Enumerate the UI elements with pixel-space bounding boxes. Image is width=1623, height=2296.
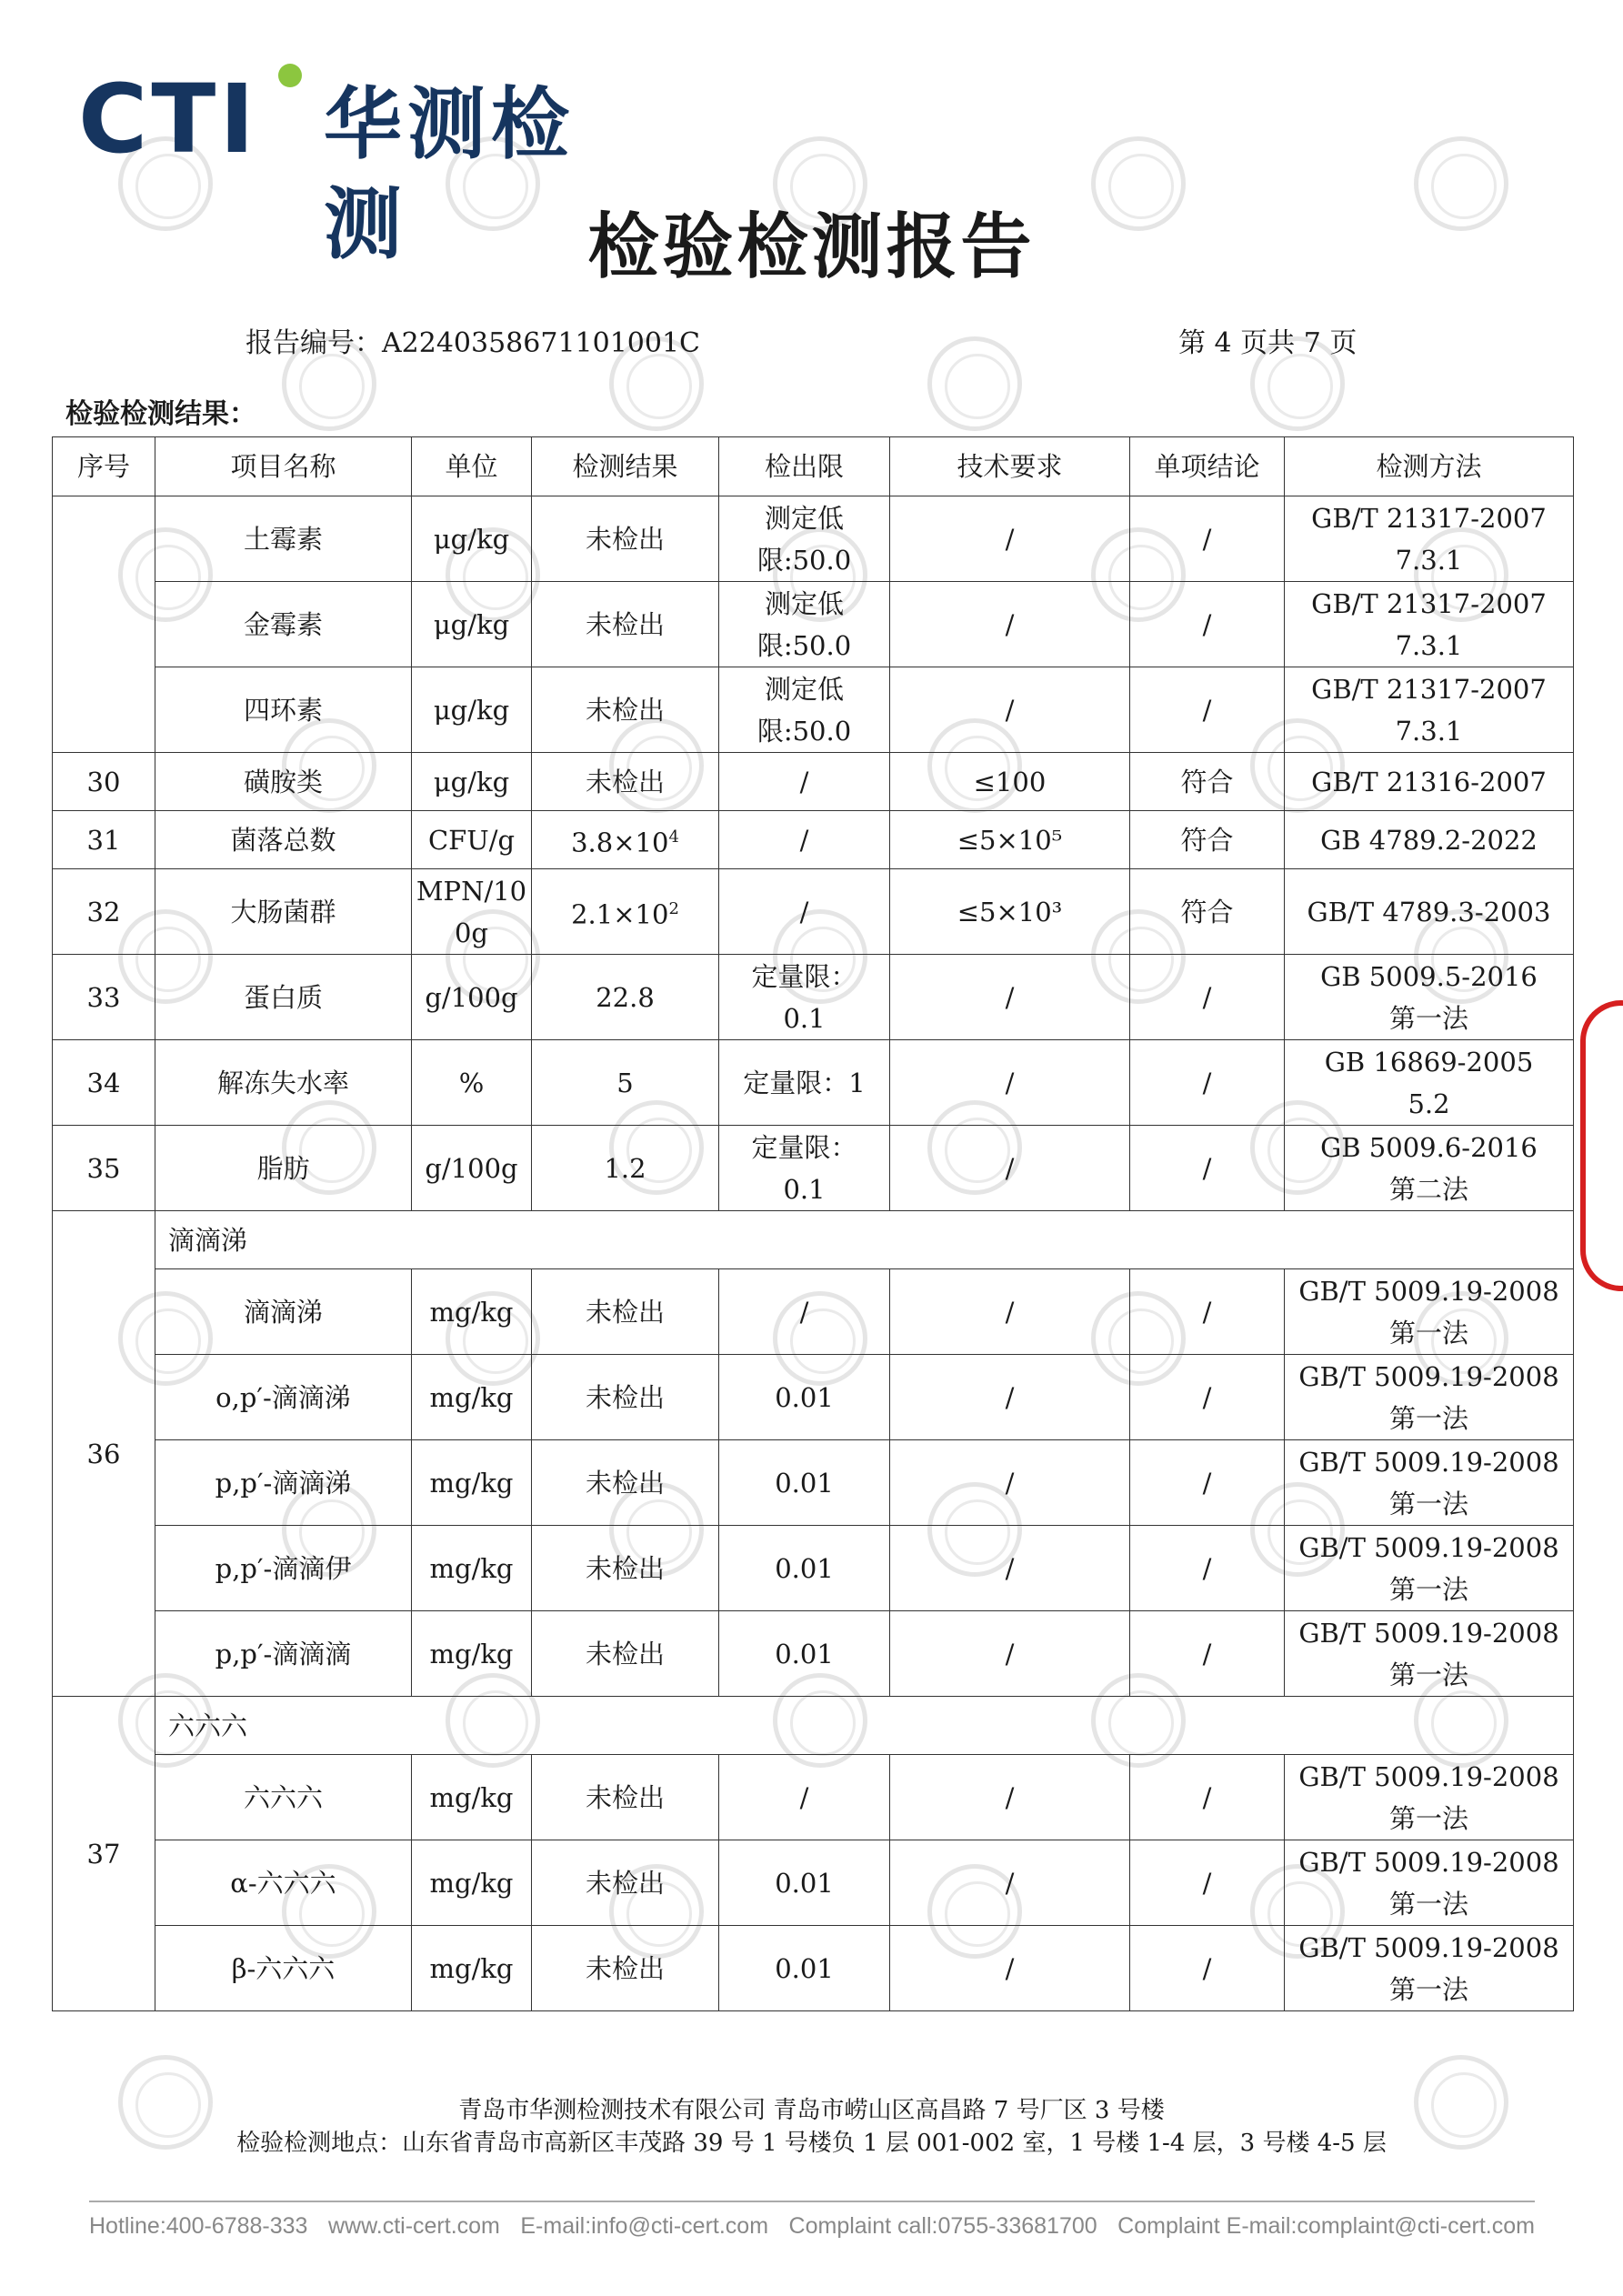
result-base: 2.1×10	[571, 898, 669, 930]
requirement-cell: /	[890, 1269, 1130, 1355]
method-line: GB/T 5009.19-2008	[1298, 1760, 1559, 1792]
method-line: 第一法	[1388, 1973, 1468, 2005]
method-line: 第一法	[1388, 1802, 1468, 1834]
requirement-cell: /	[890, 1926, 1130, 2011]
requirement-cell: ≤5×10³	[890, 869, 1130, 955]
unit-cell: μg/kg	[412, 496, 532, 582]
method-line: GB/T 5009.19-2008	[1298, 1446, 1559, 1478]
item-name: p,p′-滴滴涕	[155, 1440, 412, 1526]
limit-cell	[719, 1126, 890, 1211]
requirement-cell: /	[890, 1440, 1130, 1526]
unit-cell: mg/kg	[412, 1840, 532, 1926]
conclusion-cell: 符合	[1130, 811, 1285, 869]
logo-text: CTI	[78, 64, 258, 175]
result-exponent: 4	[668, 827, 679, 847]
seq-cell: 35	[53, 1126, 155, 1211]
conclusion-cell: /	[1130, 1611, 1285, 1697]
method-cell	[1285, 955, 1574, 1040]
table-row	[53, 753, 1574, 811]
group-title: 六六六	[155, 1697, 1574, 1755]
result-cell	[532, 869, 719, 955]
result-cell: 22.8	[532, 955, 719, 1040]
conclusion-cell: /	[1130, 667, 1285, 753]
conclusion-cell: /	[1130, 1840, 1285, 1926]
item-name: 四环素	[155, 667, 412, 753]
method-line: 第二法	[1388, 1173, 1468, 1205]
limit-cell: 0.01	[719, 1611, 890, 1697]
item-name: 金霉素	[155, 582, 412, 667]
item-name: 土霉素	[155, 496, 412, 582]
method-line: GB 16869-2005	[1324, 1046, 1534, 1078]
method-cell	[1285, 1840, 1574, 1926]
unit-cell: mg/kg	[412, 1355, 532, 1440]
result-cell: 未检出	[532, 1269, 719, 1355]
method-line: GB/T 5009.19-2008	[1298, 1846, 1559, 1878]
requirement-cell: /	[890, 1755, 1130, 1840]
limit-line: 0.1	[783, 1173, 826, 1205]
method-line: GB/T 5009.19-2008	[1298, 1360, 1559, 1392]
table-header-row	[53, 437, 1574, 496]
table-row	[53, 1440, 1574, 1526]
requirement-cell: /	[890, 1526, 1130, 1611]
method-line: 5.2	[1408, 1088, 1450, 1119]
method-cell	[1285, 1355, 1574, 1440]
email-link[interactable]: E-mail:info@cti-cert.com	[520, 2213, 769, 2239]
method-cell	[1285, 1755, 1574, 1840]
method-line: 第一法	[1388, 1659, 1468, 1690]
method-line: GB 5009.6-2016	[1320, 1131, 1538, 1163]
section-label: 检验检测结果：	[65, 398, 256, 430]
method-cell	[1285, 496, 1574, 582]
item-name: p,p′-滴滴伊	[155, 1526, 412, 1611]
footer-contact-bar	[89, 2208, 1535, 2244]
method-line: GB/T 5009.19-2008	[1298, 1931, 1559, 1963]
result-cell: 未检出	[532, 1840, 719, 1926]
result-cell: 未检出	[532, 1926, 719, 2011]
limit-line: 限:50.0	[756, 544, 852, 576]
result-base: 3.8×10	[571, 827, 669, 858]
complaint-email-link[interactable]: Complaint E-mail:complaint@cti-cert.com	[1117, 2213, 1535, 2239]
method-cell: GB/T 21316-2007	[1285, 753, 1574, 811]
requirement-cell: /	[890, 667, 1130, 753]
results-table	[52, 436, 1574, 2011]
item-name: 六六六	[155, 1755, 412, 1840]
conclusion-cell: /	[1130, 496, 1285, 582]
limit-line: 定量限：	[751, 1131, 857, 1163]
conclusion-cell: /	[1130, 1755, 1285, 1840]
limit-cell: /	[719, 753, 890, 811]
unit-cell: mg/kg	[412, 1755, 532, 1840]
limit-cell: /	[719, 869, 890, 955]
conclusion-cell: /	[1130, 955, 1285, 1040]
method-line: 7.3.1	[1395, 544, 1463, 576]
unit-cell: mg/kg	[412, 1926, 532, 2011]
unit-cell: mg/kg	[412, 1611, 532, 1697]
item-name: β-六六六	[155, 1926, 412, 2011]
item-name: 解冻失水率	[155, 1040, 412, 1126]
header-unit: 单位	[412, 437, 532, 496]
result-cell: 未检出	[532, 582, 719, 667]
method-line: GB/T 5009.19-2008	[1298, 1531, 1559, 1563]
limit-cell: 定量限：1	[719, 1040, 890, 1126]
unit-cell: mg/kg	[412, 1526, 532, 1611]
seq-cell: 33	[53, 955, 155, 1040]
limit-cell	[719, 496, 890, 582]
seq-cell	[53, 496, 155, 753]
limit-cell: 0.01	[719, 1355, 890, 1440]
logo-dot-icon	[278, 64, 302, 87]
unit-cell: mg/kg	[412, 1269, 532, 1355]
unit-cell	[412, 869, 532, 955]
conclusion-cell: /	[1130, 1355, 1285, 1440]
unit-cell: CFU/g	[412, 811, 532, 869]
group-title-row	[53, 1211, 1574, 1269]
result-cell: 1.2	[532, 1126, 719, 1211]
item-name: 大肠菌群	[155, 869, 412, 955]
unit-cell: μg/kg	[412, 582, 532, 667]
result-cell: 未检出	[532, 667, 719, 753]
footer-address: 检验检测地点：山东省青岛市高新区丰茂路 39 号 1 号楼负 1 层 001-002 室，1 号楼 1-4 层，3 号楼 4-5 层	[236, 2130, 1387, 2157]
table-row	[53, 1040, 1574, 1126]
seq-cell: 31	[53, 811, 155, 869]
header-conclusion: 单项结论	[1130, 437, 1285, 496]
limit-cell: 0.01	[719, 1526, 890, 1611]
conclusion-cell: /	[1130, 582, 1285, 667]
conclusion-cell: 符合	[1130, 869, 1285, 955]
hotline-text: Hotline:400-6788-333	[89, 2213, 308, 2239]
watermark-icon	[927, 336, 1022, 431]
method-line: GB 5009.5-2016	[1320, 960, 1538, 992]
seq-cell: 32	[53, 869, 155, 955]
limit-line: 测定低	[764, 673, 844, 705]
header-limit: 检出限	[719, 437, 890, 496]
report-title: 检验检测报告	[587, 206, 1036, 288]
seq-cell: 36	[53, 1211, 155, 1697]
table-row	[53, 1526, 1574, 1611]
item-name: 脂肪	[155, 1126, 412, 1211]
method-cell	[1285, 1126, 1574, 1211]
method-line: GB/T 21317-2007	[1311, 673, 1547, 705]
seq-cell: 37	[53, 1697, 155, 2011]
result-cell	[532, 811, 719, 869]
table-row	[53, 1611, 1574, 1697]
method-line: 7.3.1	[1395, 629, 1463, 661]
result-cell: 未检出	[532, 1440, 719, 1526]
limit-line: 限:50.0	[756, 715, 852, 747]
table-row	[53, 1755, 1574, 1840]
item-name: 磺胺类	[155, 753, 412, 811]
conclusion-cell: /	[1130, 1926, 1285, 2011]
conclusion-cell: 符合	[1130, 753, 1285, 811]
result-cell: 未检出	[532, 496, 719, 582]
requirement-cell: /	[890, 1355, 1130, 1440]
footer-divider	[89, 2201, 1535, 2202]
result-cell: 未检出	[532, 753, 719, 811]
unit-cell: μg/kg	[412, 667, 532, 753]
requirement-cell: /	[890, 955, 1130, 1040]
item-name: p,p′-滴滴滴	[155, 1611, 412, 1697]
logo-chinese-name: 华测检测	[324, 79, 575, 270]
header-seq: 序号	[53, 437, 155, 496]
table-row	[53, 1355, 1574, 1440]
seq-cell: 30	[53, 753, 155, 811]
limit-cell	[719, 955, 890, 1040]
limit-cell: /	[719, 1755, 890, 1840]
table-row	[53, 869, 1574, 955]
group-title: 滴滴涕	[155, 1211, 1574, 1269]
limit-cell	[719, 667, 890, 753]
method-line: GB/T 21317-2007	[1311, 502, 1547, 534]
method-cell	[1285, 1526, 1574, 1611]
header-item-name: 项目名称	[155, 437, 412, 496]
requirement-cell: /	[890, 1040, 1130, 1126]
requirement-cell: /	[890, 496, 1130, 582]
requirement-cell: ≤100	[890, 753, 1130, 811]
header-result: 检测结果	[532, 437, 719, 496]
method-cell	[1285, 667, 1574, 753]
requirement-cell: /	[890, 1126, 1130, 1211]
method-line: GB/T 21317-2007	[1311, 587, 1547, 619]
method-cell: GB/T 4789.3-2003	[1285, 869, 1574, 955]
unit-cell: mg/kg	[412, 1440, 532, 1526]
limit-line: 定量限：	[751, 960, 857, 992]
result-cell: 未检出	[532, 1526, 719, 1611]
table-row	[53, 496, 1574, 582]
method-cell	[1285, 1440, 1574, 1526]
result-cell: 未检出	[532, 1611, 719, 1697]
report-number: 报告编号：A2240358671101001C	[245, 327, 701, 359]
conclusion-cell: /	[1130, 1269, 1285, 1355]
limit-line: 限:50.0	[756, 629, 852, 661]
seq-cell: 34	[53, 1040, 155, 1126]
limit-cell	[719, 582, 890, 667]
method-cell	[1285, 1611, 1574, 1697]
company-logo	[78, 62, 615, 270]
table-row	[53, 955, 1574, 1040]
header-method: 检测方法	[1285, 437, 1574, 496]
website-link[interactable]: www.cti-cert.com	[327, 2213, 500, 2239]
method-line: GB/T 5009.19-2008	[1298, 1617, 1559, 1649]
method-line: 第一法	[1388, 1573, 1468, 1605]
requirement-cell: /	[890, 1840, 1130, 1926]
method-line: 7.3.1	[1395, 715, 1463, 747]
limit-line: 0.1	[783, 1002, 826, 1034]
item-name: 菌落总数	[155, 811, 412, 869]
table-row	[53, 1840, 1574, 1926]
method-line: 第一法	[1388, 1888, 1468, 1920]
method-cell: GB 4789.2-2022	[1285, 811, 1574, 869]
table-row	[53, 582, 1574, 667]
limit-cell: 0.01	[719, 1926, 890, 2011]
conclusion-cell: /	[1130, 1526, 1285, 1611]
group-title-row	[53, 1697, 1574, 1755]
unit-line: 0g	[454, 917, 488, 948]
method-cell	[1285, 582, 1574, 667]
complaint-call-text: Complaint call:0755-33681700	[788, 2213, 1097, 2239]
limit-cell: /	[719, 811, 890, 869]
table-row	[53, 1126, 1574, 1211]
header-requirement: 技术要求	[890, 437, 1130, 496]
unit-cell: g/100g	[412, 955, 532, 1040]
item-name: 滴滴涕	[155, 1269, 412, 1355]
method-line: 第一法	[1388, 1488, 1468, 1519]
method-line: GB/T 5009.19-2008	[1298, 1275, 1559, 1307]
table-row	[53, 1269, 1574, 1355]
requirement-cell: /	[890, 582, 1130, 667]
unit-cell: μg/kg	[412, 753, 532, 811]
method-line: 第一法	[1388, 1002, 1468, 1034]
method-line: 第一法	[1388, 1402, 1468, 1434]
result-cell: 未检出	[532, 1355, 719, 1440]
conclusion-cell: /	[1130, 1126, 1285, 1211]
method-cell	[1285, 1269, 1574, 1355]
item-name: α-六六六	[155, 1840, 412, 1926]
conclusion-cell: /	[1130, 1040, 1285, 1126]
method-line: 第一法	[1388, 1317, 1468, 1349]
unit-cell: g/100g	[412, 1126, 532, 1211]
limit-cell: 0.01	[719, 1840, 890, 1926]
item-name: 蛋白质	[155, 955, 412, 1040]
official-seal-icon	[1580, 1000, 1623, 1291]
method-cell	[1285, 1040, 1574, 1126]
limit-line: 测定低	[764, 502, 844, 534]
result-cell: 未检出	[532, 1755, 719, 1840]
requirement-cell: /	[890, 1611, 1130, 1697]
unit-line: MPN/10	[416, 875, 527, 907]
limit-cell: 0.01	[719, 1440, 890, 1526]
page-indicator: 第 4 页共 7 页	[1178, 327, 1358, 359]
method-cell	[1285, 1926, 1574, 2011]
result-exponent: 2	[668, 898, 679, 918]
table-row	[53, 667, 1574, 753]
footer-company: 青岛市华测检测技术有限公司 青岛市崂山区高昌路 7 号厂区 3 号楼	[458, 2097, 1165, 2124]
limit-line: 测定低	[764, 587, 844, 619]
result-cell: 5	[532, 1040, 719, 1126]
requirement-cell: ≤5×10⁵	[890, 811, 1130, 869]
unit-cell: %	[412, 1040, 532, 1126]
limit-cell: /	[719, 1269, 890, 1355]
table-row	[53, 1926, 1574, 2011]
item-name: o,p′-滴滴涕	[155, 1355, 412, 1440]
conclusion-cell: /	[1130, 1440, 1285, 1526]
table-row	[53, 811, 1574, 869]
